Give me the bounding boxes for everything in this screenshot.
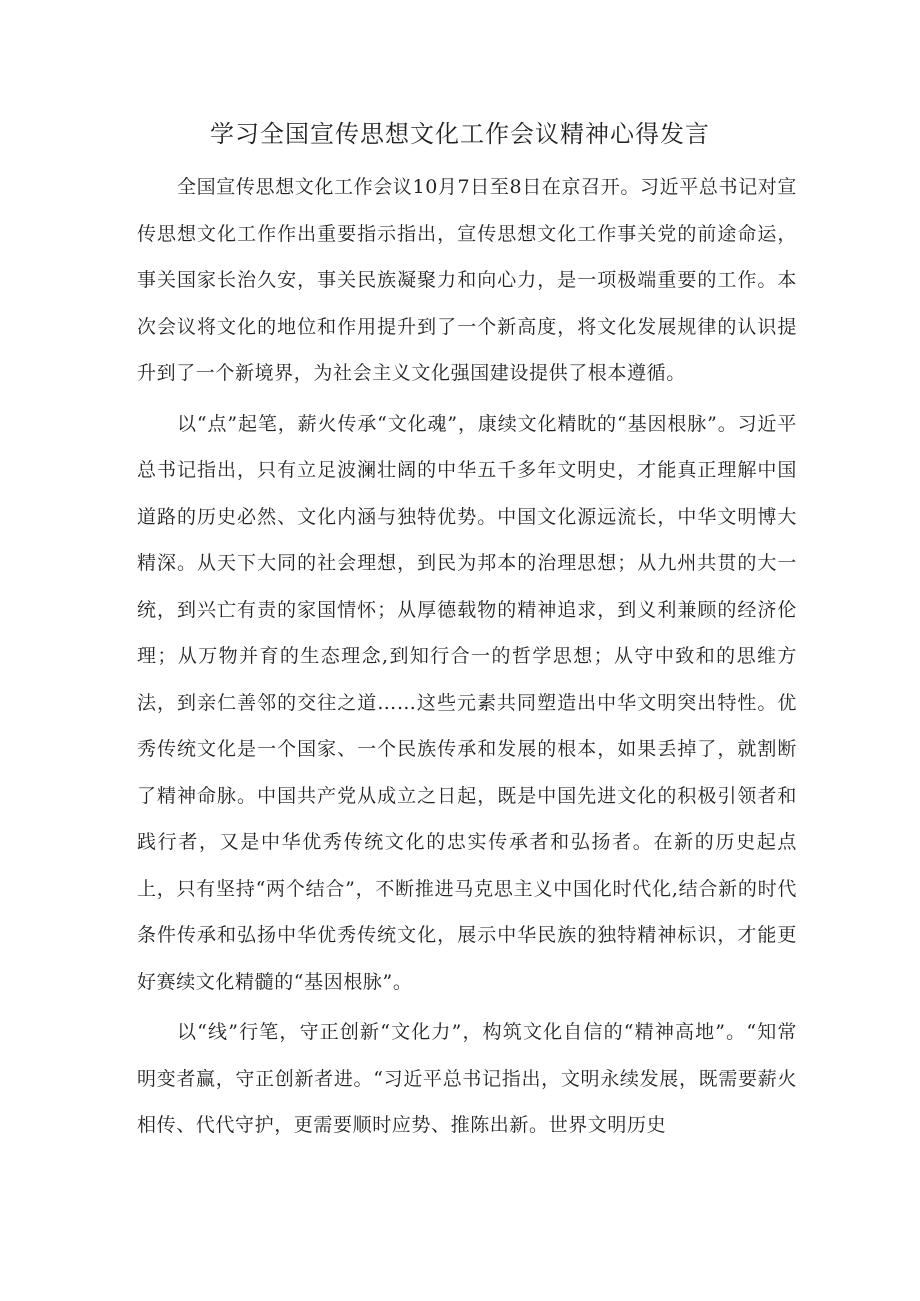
paragraph-line: 以“线”行笔，守正创新“文化力”，构筑文化自信的“精神高地”。“知常明变者赢，守正创新者进。“习近平总书记指出，文明永续发展，既需要薪火相传、代代守护，更需要顺时应势、推陈出新。世界文明历史 [137, 1021, 797, 1136]
paragraph-intro: 全国宣传思想文化工作会议10月7日至8日在京召开。习近平总书记对宣传思想文化工作作出重要指示指出，宣传思想文化工作事关党的前途命运，事关国家长治久安，事关民族凝聚力和向心力，是一项极端重要的工作。本次会议将文化的地位和作用提升到了一个新高度，将文化发展规律的认识提升到了一个新境界，为社会主义文化强国建设提供了根本遵循。 [137, 176, 797, 384]
paragraph-point: 以“点”起笔，薪火传承“文化魂”，康续文化精眈的“基因根脉”。习近平总书记指出，只有立足波澜壮阔的中华五千多年文明史，才能真正理解中国道路的历史必然、文化内涵与独特优势。中国文化源远流长，中华文明博大精深。从天下大同的社会理想，到民为邦本的治理思想；从九州共贯的大一统，到兴亡有责的家国情怀；从厚德载物的精神追求，到义利兼顾的经济伦理；从万物并育的生态理念,到知行合一的哲学思想；从守中致和的思维方法，到亲仁善邻的交往之道……这些元素共同塑造出中华文明突出特性。优秀传统文化是一个国家、一个民族传承和发展的根本，如果丢掉了，就割断了精神命脉。中国共产党从成立之日起，既是中国先进文化的积极引领者和践行者，又是中华优秀传统文化的忠实传承者和弘扬者。在新的历史起点上，只有坚持“两个结合”，不断推进马克思主义中国化时代化,结合新的时代条件传承和弘扬中华优秀传统文化，展示中华民族的独特精神标识，才能更好赛续文化精髓的“基因根脉”。 [137, 412, 797, 993]
document-title: 学习全国宣传思想文化工作会议精神心得发言 [210, 120, 710, 148]
document-body [137, 164, 797, 1149]
